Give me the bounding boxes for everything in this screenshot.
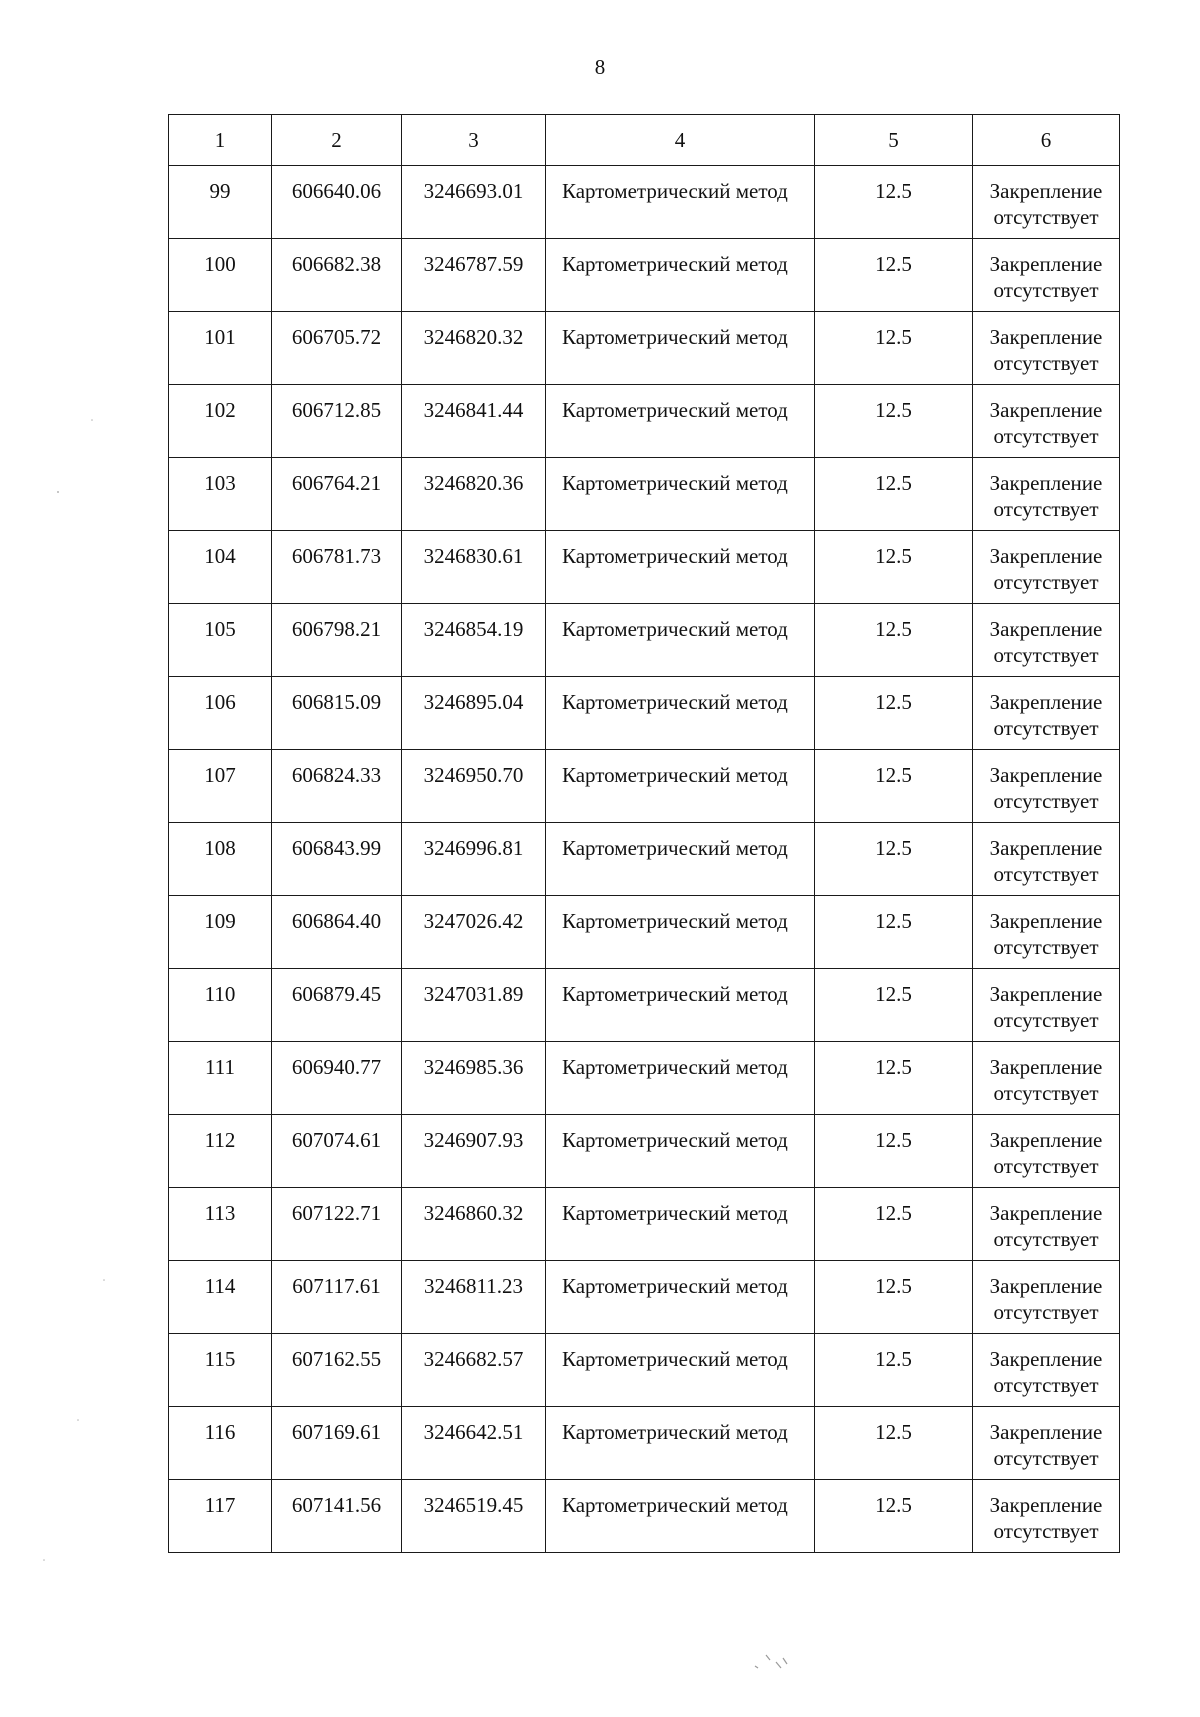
x-coordinate-cell: 606843.99 xyxy=(272,823,402,896)
y-coordinate-cell: 3246693.01 xyxy=(402,166,546,239)
table-row xyxy=(169,385,1120,458)
method-cell: Картометрический метод xyxy=(546,823,815,896)
accuracy-cell: 12.5 xyxy=(815,1188,973,1261)
fixation-line-1: Закрепление xyxy=(989,1128,1103,1152)
fixation-line-1: Закрепление xyxy=(989,1201,1103,1225)
point-number-cell: 111 xyxy=(169,1042,272,1115)
point-number-cell: 116 xyxy=(169,1407,272,1480)
y-coordinate-cell: 3246895.04 xyxy=(402,677,546,750)
fixation-cell xyxy=(973,385,1120,458)
fixation-line-2: отсутствует xyxy=(993,1373,1099,1397)
table-header-row xyxy=(169,115,1120,166)
accuracy-cell: 12.5 xyxy=(815,969,973,1042)
y-coordinate-cell: 3246996.81 xyxy=(402,823,546,896)
fixation-cell xyxy=(973,604,1120,677)
method-cell: Картометрический метод xyxy=(546,1188,815,1261)
y-coordinate-cell: 3246682.57 xyxy=(402,1334,546,1407)
fixation-line-1: Закрепление xyxy=(989,909,1103,933)
fixation-line-1: Закрепление xyxy=(989,763,1103,787)
point-number-cell: 101 xyxy=(169,312,272,385)
fixation-line-1: Закрепление xyxy=(989,325,1103,349)
fixation-cell xyxy=(973,750,1120,823)
fixation-line-1: Закрепление xyxy=(989,252,1103,276)
fixation-line-2: отсутствует xyxy=(993,424,1099,448)
fixation-cell xyxy=(973,969,1120,1042)
method-cell: Картометрический метод xyxy=(546,604,815,677)
accuracy-cell: 12.5 xyxy=(815,1407,973,1480)
fixation-line-1: Закрепление xyxy=(989,1493,1103,1517)
table-row xyxy=(169,312,1120,385)
fixation-cell xyxy=(973,166,1120,239)
fixation-cell xyxy=(973,458,1120,531)
y-coordinate-cell: 3246854.19 xyxy=(402,604,546,677)
x-coordinate-cell: 606640.06 xyxy=(272,166,402,239)
table-row xyxy=(169,1042,1120,1115)
table-row xyxy=(169,239,1120,312)
y-coordinate-cell: 3246860.32 xyxy=(402,1188,546,1261)
fixation-line-2: отсутствует xyxy=(993,643,1099,667)
fixation-line-2: отсутствует xyxy=(993,1519,1099,1543)
point-number-cell: 117 xyxy=(169,1480,272,1553)
table-row xyxy=(169,604,1120,677)
table-row xyxy=(169,969,1120,1042)
x-coordinate-cell: 607117.61 xyxy=(272,1261,402,1334)
point-number-cell: 107 xyxy=(169,750,272,823)
y-coordinate-cell: 3246519.45 xyxy=(402,1480,546,1553)
y-coordinate-cell: 3246830.61 xyxy=(402,531,546,604)
fixation-cell xyxy=(973,823,1120,896)
method-cell: Картометрический метод xyxy=(546,677,815,750)
x-coordinate-cell: 607162.55 xyxy=(272,1334,402,1407)
header-cell: 4 xyxy=(546,115,815,166)
fixation-line-1: Закрепление xyxy=(989,617,1103,641)
table-row xyxy=(169,750,1120,823)
table-body xyxy=(169,115,1120,1553)
fixation-line-2: отсутствует xyxy=(993,1008,1099,1032)
accuracy-cell: 12.5 xyxy=(815,677,973,750)
method-cell: Картометрический метод xyxy=(546,239,815,312)
x-coordinate-cell: 606682.38 xyxy=(272,239,402,312)
fixation-line-1: Закрепление xyxy=(989,1347,1103,1371)
method-cell: Картометрический метод xyxy=(546,896,815,969)
x-coordinate-cell: 606940.77 xyxy=(272,1042,402,1115)
point-number-cell: 100 xyxy=(169,239,272,312)
coordinates-table xyxy=(168,114,1120,1553)
accuracy-cell: 12.5 xyxy=(815,385,973,458)
point-number-cell: 104 xyxy=(169,531,272,604)
y-coordinate-cell: 3247031.89 xyxy=(402,969,546,1042)
point-number-cell: 113 xyxy=(169,1188,272,1261)
x-coordinate-cell: 606879.45 xyxy=(272,969,402,1042)
point-number-cell: 112 xyxy=(169,1115,272,1188)
point-number-cell: 110 xyxy=(169,969,272,1042)
fixation-line-1: Закрепление xyxy=(989,1420,1103,1444)
fixation-line-1: Закрепление xyxy=(989,1055,1103,1079)
fixation-line-2: отсутствует xyxy=(993,1300,1099,1324)
accuracy-cell: 12.5 xyxy=(815,1334,973,1407)
page-number: 8 xyxy=(594,55,606,79)
table-row xyxy=(169,1261,1120,1334)
fixation-line-2: отсутствует xyxy=(993,862,1099,886)
y-coordinate-cell: 3246820.32 xyxy=(402,312,546,385)
accuracy-cell: 12.5 xyxy=(815,750,973,823)
accuracy-cell: 12.5 xyxy=(815,823,973,896)
accuracy-cell: 12.5 xyxy=(815,604,973,677)
fixation-line-2: отсутствует xyxy=(993,205,1099,229)
header-cell: 1 xyxy=(169,115,272,166)
table-row xyxy=(169,823,1120,896)
y-coordinate-cell: 3246907.93 xyxy=(402,1115,546,1188)
fixation-line-2: отсутствует xyxy=(993,497,1099,521)
table-row xyxy=(169,166,1120,239)
accuracy-cell: 12.5 xyxy=(815,1115,973,1188)
point-number-cell: 106 xyxy=(169,677,272,750)
y-coordinate-cell: 3246841.44 xyxy=(402,385,546,458)
method-cell: Картометрический метод xyxy=(546,1261,815,1334)
method-cell: Картометрический метод xyxy=(546,1334,815,1407)
fixation-line-2: отсутствует xyxy=(993,278,1099,302)
accuracy-cell: 12.5 xyxy=(815,1042,973,1115)
accuracy-cell: 12.5 xyxy=(815,1261,973,1334)
fixation-cell xyxy=(973,239,1120,312)
fixation-line-1: Закрепление xyxy=(989,471,1103,495)
fixation-cell xyxy=(973,1261,1120,1334)
fixation-line-2: отсутствует xyxy=(993,1227,1099,1251)
fixation-cell xyxy=(973,1334,1120,1407)
method-cell: Картометрический метод xyxy=(546,1480,815,1553)
header-cell: 5 xyxy=(815,115,973,166)
x-coordinate-cell: 606705.72 xyxy=(272,312,402,385)
table-row xyxy=(169,1334,1120,1407)
fixation-line-1: Закрепление xyxy=(989,398,1103,422)
table-row xyxy=(169,531,1120,604)
fixation-line-2: отсутствует xyxy=(993,1446,1099,1470)
fixation-cell xyxy=(973,1188,1120,1261)
table-row xyxy=(169,458,1120,531)
accuracy-cell: 12.5 xyxy=(815,458,973,531)
fixation-line-1: Закрепление xyxy=(989,544,1103,568)
header-cell: 6 xyxy=(973,115,1120,166)
fixation-cell xyxy=(973,1042,1120,1115)
point-number-cell: 115 xyxy=(169,1334,272,1407)
fixation-cell xyxy=(973,1407,1120,1480)
fixation-cell xyxy=(973,312,1120,385)
fixation-line-1: Закрепление xyxy=(989,1274,1103,1298)
y-coordinate-cell: 3246811.23 xyxy=(402,1261,546,1334)
x-coordinate-cell: 606824.33 xyxy=(272,750,402,823)
table-row xyxy=(169,1188,1120,1261)
y-coordinate-cell: 3246950.70 xyxy=(402,750,546,823)
point-number-cell: 99 xyxy=(169,166,272,239)
point-number-cell: 108 xyxy=(169,823,272,896)
fixation-line-2: отсутствует xyxy=(993,935,1099,959)
point-number-cell: 114 xyxy=(169,1261,272,1334)
point-number-cell: 103 xyxy=(169,458,272,531)
header-cell: 3 xyxy=(402,115,546,166)
fixation-line-2: отсутствует xyxy=(993,789,1099,813)
point-number-cell: 102 xyxy=(169,385,272,458)
x-coordinate-cell: 606864.40 xyxy=(272,896,402,969)
header-cell: 2 xyxy=(272,115,402,166)
y-coordinate-cell: 3246787.59 xyxy=(402,239,546,312)
x-coordinate-cell: 606764.21 xyxy=(272,458,402,531)
fixation-line-1: Закрепление xyxy=(989,690,1103,714)
accuracy-cell: 12.5 xyxy=(815,1480,973,1553)
method-cell: Картометрический метод xyxy=(546,1042,815,1115)
y-coordinate-cell: 3247026.42 xyxy=(402,896,546,969)
x-coordinate-cell: 607169.61 xyxy=(272,1407,402,1480)
fixation-line-1: Закрепление xyxy=(989,836,1103,860)
table-row xyxy=(169,1407,1120,1480)
fixation-cell xyxy=(973,677,1120,750)
accuracy-cell: 12.5 xyxy=(815,166,973,239)
fixation-line-2: отсутствует xyxy=(993,570,1099,594)
x-coordinate-cell: 606781.73 xyxy=(272,531,402,604)
method-cell: Картометрический метод xyxy=(546,312,815,385)
method-cell: Картометрический метод xyxy=(546,969,815,1042)
method-cell: Картометрический метод xyxy=(546,750,815,823)
table-row xyxy=(169,1115,1120,1188)
point-number-cell: 105 xyxy=(169,604,272,677)
accuracy-cell: 12.5 xyxy=(815,312,973,385)
method-cell: Картометрический метод xyxy=(546,1115,815,1188)
fixation-line-2: отсутствует xyxy=(993,351,1099,375)
method-cell: Картометрический метод xyxy=(546,1407,815,1480)
fixation-cell xyxy=(973,1115,1120,1188)
x-coordinate-cell: 607122.71 xyxy=(272,1188,402,1261)
fixation-line-1: Закрепление xyxy=(989,179,1103,203)
method-cell: Картометрический метод xyxy=(546,166,815,239)
accuracy-cell: 12.5 xyxy=(815,239,973,312)
x-coordinate-cell: 607141.56 xyxy=(272,1480,402,1553)
x-coordinate-cell: 606815.09 xyxy=(272,677,402,750)
y-coordinate-cell: 3246642.51 xyxy=(402,1407,546,1480)
table-row xyxy=(169,677,1120,750)
table-row xyxy=(169,1480,1120,1553)
accuracy-cell: 12.5 xyxy=(815,531,973,604)
fixation-cell xyxy=(973,1480,1120,1553)
method-cell: Картометрический метод xyxy=(546,531,815,604)
method-cell: Картометрический метод xyxy=(546,385,815,458)
fixation-line-2: отсутствует xyxy=(993,716,1099,740)
x-coordinate-cell: 607074.61 xyxy=(272,1115,402,1188)
fixation-line-1: Закрепление xyxy=(989,982,1103,1006)
method-cell: Картометрический метод xyxy=(546,458,815,531)
fixation-cell xyxy=(973,531,1120,604)
y-coordinate-cell: 3246985.36 xyxy=(402,1042,546,1115)
table-row xyxy=(169,896,1120,969)
x-coordinate-cell: 606798.21 xyxy=(272,604,402,677)
fixation-line-2: отсутствует xyxy=(993,1154,1099,1178)
fixation-cell xyxy=(973,896,1120,969)
accuracy-cell: 12.5 xyxy=(815,896,973,969)
fixation-line-2: отсутствует xyxy=(993,1081,1099,1105)
y-coordinate-cell: 3246820.36 xyxy=(402,458,546,531)
point-number-cell: 109 xyxy=(169,896,272,969)
x-coordinate-cell: 606712.85 xyxy=(272,385,402,458)
